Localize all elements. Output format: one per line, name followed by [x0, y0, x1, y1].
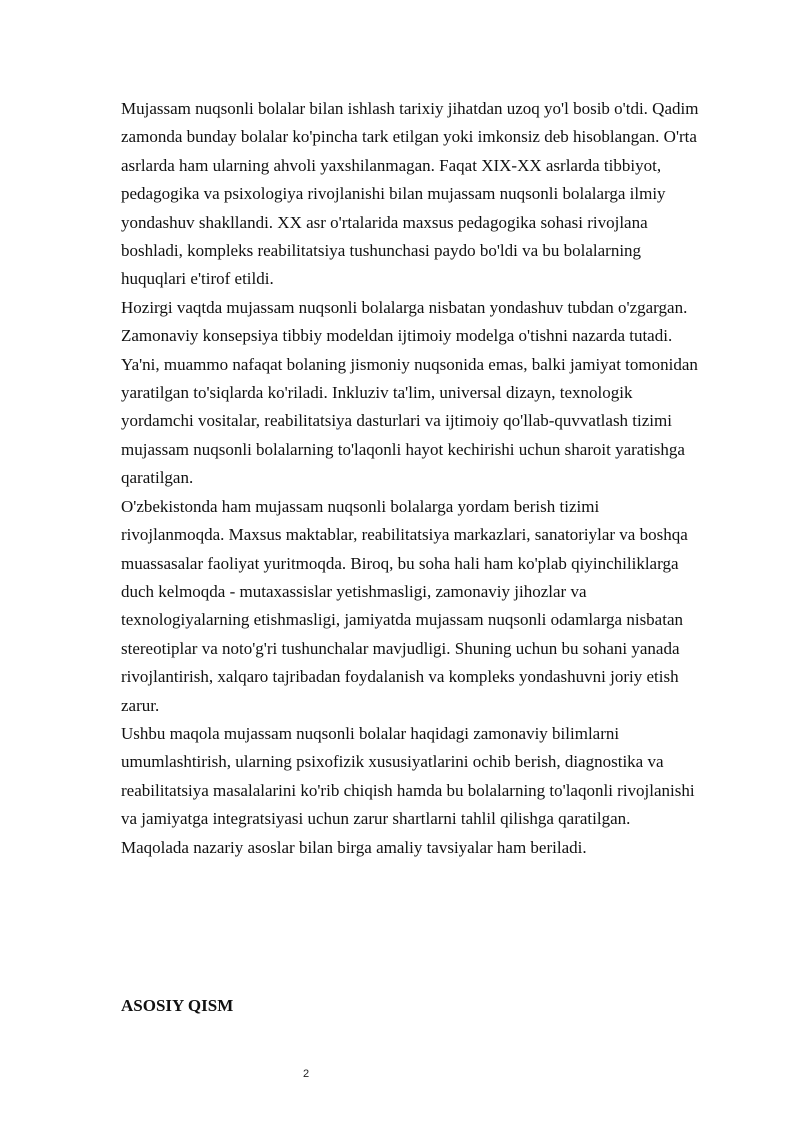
paragraph-modern-approach: Hozirgi vaqtda mujassam nuqsonli bolalarga nisbatan yondashuv tubdan o'zgargan. Zamonaviy konsepsiya tibbiy modeldan ijtimoiy modelga o'tishni nazarda tutadi. Ya'ni, muammo nafaqat bolaning jismoniy nuqsonida emas, balki jamiyat tomonidan yaratilgan to'siqlarda ko'riladi. Inkluziv ta'lim, universal dizayn, texnologik yordamchi vositalar, reabilitatsiya dasturlari va ijtimoiy qo'llab-quvvatlash tizimi mujassam nuqsonli bolalarning to'laqonli hayot kechirishi uchun sharoit yaratishga qaratilgan. — [121, 297, 698, 488]
paragraph-history: Mujassam nuqsonli bolalar bilan ishlash tarixiy jihatdan uzoq yo'l bosib o'tdi. Qadim zamonda bunday bolalar ko'pincha tark etilgan yoki imkonsiz deb hisoblangan. O'rta asrlarda ham ularning ahvoli yaxshilanmagan. Faqat XIX-XX asrlarda tibbiyot, pedagogika va psixologiya rivojlanishi bilan mujassam nuqsonli bolalarga ilmiy yondashuv shakllandi. XX asr o'rtalarida maxsus pedagogika sohasi rivojlana boshladi, kompleks reabilitatsiya tushunchasi paydo bo'ldi va bu bolalarning huquqlari e'tirof etildi. — [121, 99, 699, 289]
paragraph-article-aim: Ushbu maqola mujassam nuqsonli bolalar haqidagi zamonaviy bilimlarni umumlashtirish, ularning psixofizik xususiyatlarini ochib berish, diagnostika va reabilitatsiya masalalarini ko'rib chiqish hamda bu bolalarning to'laqonli rivojlanishi va jamiyatga integratsiyasi uchun zarur shartlarni tahlil qilishga qaratilgan. Maqolada nazariy asoslar bilan birga amaliy tavsiyalar ham beriladi. — [121, 723, 695, 857]
page-body — [121, 95, 701, 1015]
page-number: 2 — [302, 1068, 310, 1080]
paragraph-uzbekistan: O'zbekistonda ham mujassam nuqsonli bolalarga yordam berish tizimi rivojlanmoqda. Maxsus maktablar, reabilitatsiya markazlari, sanatoriylar va boshqa muassasalar faoliyat yuritmoqda. Biroq, bu soha hali ham ko'plab qiyinchiliklarga duch kelmoqda - mutaxassislar yetishmasligi, zamonaviy jihozlar va texnologiyalarning etishmasligi, jamiyatda mujassam nuqsonli odamlarga nisbatan stereotiplar va noto'g'ri tushunchalar mavjudligi. Shuning uchun bu sohani yanada rivojlantirish, xalqaro tajribadan foydalanish va kompleks yondashuvni joriy etish zarur. — [121, 496, 688, 715]
section-heading: ASOSIY QISM — [121, 996, 234, 1015]
